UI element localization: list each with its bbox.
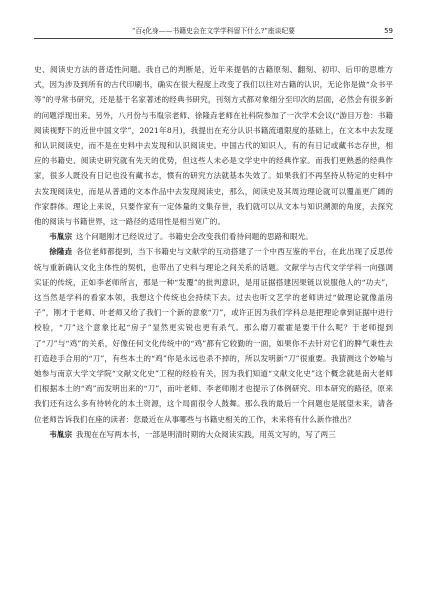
speaker-name: 韦胤宗 xyxy=(49,232,73,242)
running-header xyxy=(34,24,393,39)
paragraph-text: 我现在在写两本书，一部是明清时期的大众阅读实践，用英文写的，写了两三 xyxy=(75,429,336,439)
article-body xyxy=(34,62,393,442)
header-title: “百ද化身——书籍史会在文学学科留下什么?”座谈纪要 xyxy=(131,27,296,35)
paragraph-text: 这个问题刚才已经说过了。书籍史会改变我们看待问题的思路和眼光。 xyxy=(75,232,313,242)
speaker-name: 徐隆垚 xyxy=(49,247,73,257)
speaker-name: 韦胤宗 xyxy=(49,429,73,439)
paragraph xyxy=(34,244,393,426)
paragraph-text: 史、阅读史方法的普适性问题。我自己的判断是，近年来提倡的古籍原刻、翻刻、初印、后印的思维方式，因为涉及到所有的古代印刷书，确实在很大程度上改变了我们以往对古籍的认识，无论你是做“众书平等”的寻常书研究，还是基于名家著述的经典书研究，刊刻方式都对象细分至印次的层面，必然会有很多新的问题浮现出来。另外，八月份与韦胤宗老师、徐隆垚老师在社科院参加了一次学术会议(“游目万卷：书籍阅读视野下的近世中国文学”，2021年8月)，我提出在充分认识书籍流通限度的基础上，在文本中去发现和认识阅读史，而不是在史料中去发现和认识阅读史。中国古代的知识人，有的有日记或藏书志存世，相应的书籍史、阅读史研究就有先天的优势，但这些人未必是文学史中的经典作家。而我们更熟悉的经典作家，很多人既没有日记也没有藏书志，惯有的研究方法就基本失效了。如果我们不再坚持从特定的史料中去发现阅读史，而是从普通的文本作品中去发现阅读史，那么，阅读史及其周边理论就可以覆盖更广阔的作家群体。理论上来说，只要作家有一定体量的文集存世，我们就可以从文本与知识溯源的角度，去探究他的阅读与书籍世界，这一路径的适用性是相当宽广的。 xyxy=(34,65,393,227)
paragraph-text: 各位老师都提到，当下书籍史与文献学的互动搭建了一个中西互鉴的平台，在此出现了反思传统与重新确认文化主体性的契机，也带出了史料与理论之间关系的话题。文献学与古代文学学科一向强调实证的传统，正如李老师所言，那是一种“发覆”的批判意识，是用证据搭建因果链以说服他人的“功夫”，这当然是学科的看家本领，我想这个传统也会持续下去。过去也听文艺学的老师讲过“做理论就像盖房子”，刚才于老师、叶老师又给了我们一个新的意象“刀”，或许正因为我们学科总是把理论拿到证据中进行校验，“刀”这个意象比起“房子”显然更实锐也更有杀气。那么磨刀霍霍是要干什么呢？于老师提到了“刀”与“鸡”的关系，好像任何文化传统中的“鸡”都有它较勤的一面，如果你不去针对它们的脾气秉性去打造趁手合用的“刀”，有些本土的“鸡”你是永远也杀不掉的，所以发明新“刀”很重要。我猜测这个妙喻与她参与南京大学文学院“文献文化史”工程的经验有关，因为我们知道“文献文化史”这个概念就是南大老师们根据本土的“鸡”而发明出来的“刀”，而叶老师、李老师刚才也提示了体例研究、印本研究的路径，原来我们还有这么多有待转化的本土资源，这个局面很令人鼓舞。那么我的最后一个问题也是展望未来，请各位老师告诉我们在座的读者：您最近在从事哪些与书籍史相关的工作，未来将有什么新作推出？ xyxy=(34,247,394,424)
paragraph xyxy=(34,229,393,244)
paragraph xyxy=(34,427,393,442)
paragraph xyxy=(34,62,393,229)
page-number: 59 xyxy=(384,27,393,35)
